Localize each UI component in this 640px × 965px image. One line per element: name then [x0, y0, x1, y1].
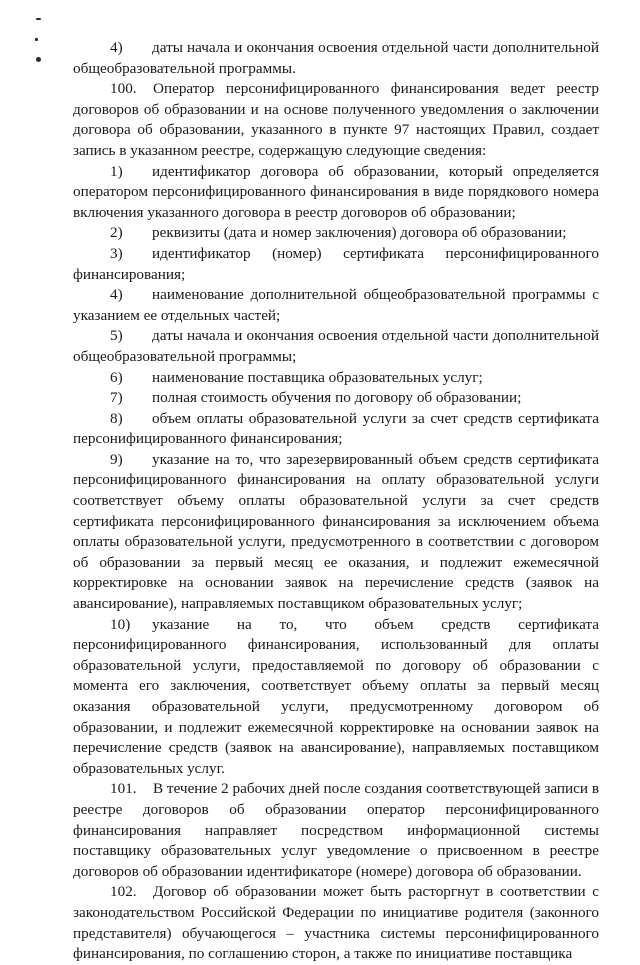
- item-text: наименование дополнительной общеобразовательной программы с указанием ее отдельных частей;: [73, 286, 599, 324]
- paragraph-number: 102.: [110, 883, 137, 901]
- item-number: 6): [110, 368, 123, 386]
- item-text: наименование поставщика образовательных услуг;: [152, 368, 483, 386]
- item-number: 7): [110, 389, 123, 407]
- document-body: [73, 38, 599, 965]
- list-item: [73, 409, 599, 450]
- item-number: 10): [110, 615, 131, 633]
- item-number: 9): [110, 450, 123, 468]
- list-item: [73, 368, 599, 389]
- scan-mark: [35, 38, 38, 41]
- paragraph: [73, 79, 599, 161]
- list-item: [73, 285, 599, 326]
- paragraph-text: Оператор персонифицированного финансирования ведет реестр договоров об образовании и на основе полученного уведомления о заключении договора об образовании, указанного в пункте 97 настоящих Правил, создает запись в указанном реестре, содержащую следующие сведения:: [73, 80, 599, 159]
- paragraph-number: 101.: [110, 780, 137, 798]
- paragraph: [73, 779, 599, 882]
- paragraph-text: Договор об образовании может быть расторгнут в соответствии с законодательством Российской Федерации по инициативе родителя (законного представителя) обучающегося – участника системы персонифицированного финансирования, по соглашению сторон, а также по инициативе поставщика: [73, 883, 599, 963]
- item-text: полная стоимость обучения по договору об образовании;: [152, 389, 522, 407]
- list-item: [73, 450, 599, 615]
- scan-mark: [36, 18, 41, 20]
- item-number: 1): [110, 162, 123, 180]
- item-text: идентификатор договора об образовании, который определяется оператором персонифицированного финансирования в виде порядкового номера включения указанного договора в реестр договоров об образовании;: [73, 162, 599, 221]
- item-number: 8): [110, 409, 123, 427]
- item-text: объем оплаты образовательной услуги за счет средств сертификата персонифицированного финансирования;: [73, 409, 599, 448]
- item-text: даты начала и окончания освоения отдельной части дополнительной общеобразовательной программы.: [73, 39, 599, 77]
- paragraph: [73, 882, 599, 964]
- item-number: 4): [110, 39, 123, 56]
- list-item: [73, 326, 599, 367]
- list-item: [73, 615, 599, 780]
- item-text: даты начала и окончания освоения отдельной части дополнительной общеобразовательной программы;: [73, 327, 599, 365]
- list-item: [73, 388, 599, 409]
- item-text: указание на то, что зарезервированный объем средств сертификата персонифицированного финансирования на оплату образовательной услуги соответствует объему оплаты образовательной услуги за счет средств сертификата персонифицированного финансирования за исключением объема оплаты образовательной услуги, предусмотренного в соответствии с договором об образовании за первый месяц ее оказания, и подлежит ежемесячной корректировке на основании заявок на перечисление средств (заявок на авансирование), направляемых поставщиком образовательных услуг;: [73, 450, 599, 613]
- scan-mark: [36, 57, 41, 62]
- item-number: 5): [110, 327, 123, 345]
- paragraph-number: 100.: [110, 80, 137, 98]
- item-text: указание на то, что объем средств сертификата персонифицированного финансирования, использованный для оплаты образовательной услуги, предоставляемой по договору об образовании с момента его заключения, соответствует объему оплаты за первый месяц оказания образовательной услуги, предусмотренному договором об образовании, и подлежит ежемесячной корректировке на основании заявок на перечисление средств (заявок на авансирование), направляемых поставщиком образовательных услуг.: [73, 615, 599, 777]
- item-text: реквизиты (дата и номер заключения) договора об образовании;: [152, 224, 567, 242]
- item-number: 2): [110, 224, 123, 242]
- list-item: [73, 38, 599, 79]
- item-number: 4): [110, 286, 123, 304]
- item-number: 3): [110, 244, 123, 262]
- paragraph-text: В течение 2 рабочих дней после создания соответствующей записи в реестре договоров об образовании оператор персонифицированного финансирования направляет посредством информационной системы поставщику образовательных услуг уведомление о присвоенном в реестре договоров об образовании идентификаторе (номере) договора об образовании.: [73, 780, 599, 880]
- item-text: идентификатор (номер) сертификата персонифицированного финансирования;: [73, 244, 599, 283]
- list-item: [73, 162, 599, 224]
- list-item: [73, 244, 599, 285]
- list-item: [73, 223, 599, 244]
